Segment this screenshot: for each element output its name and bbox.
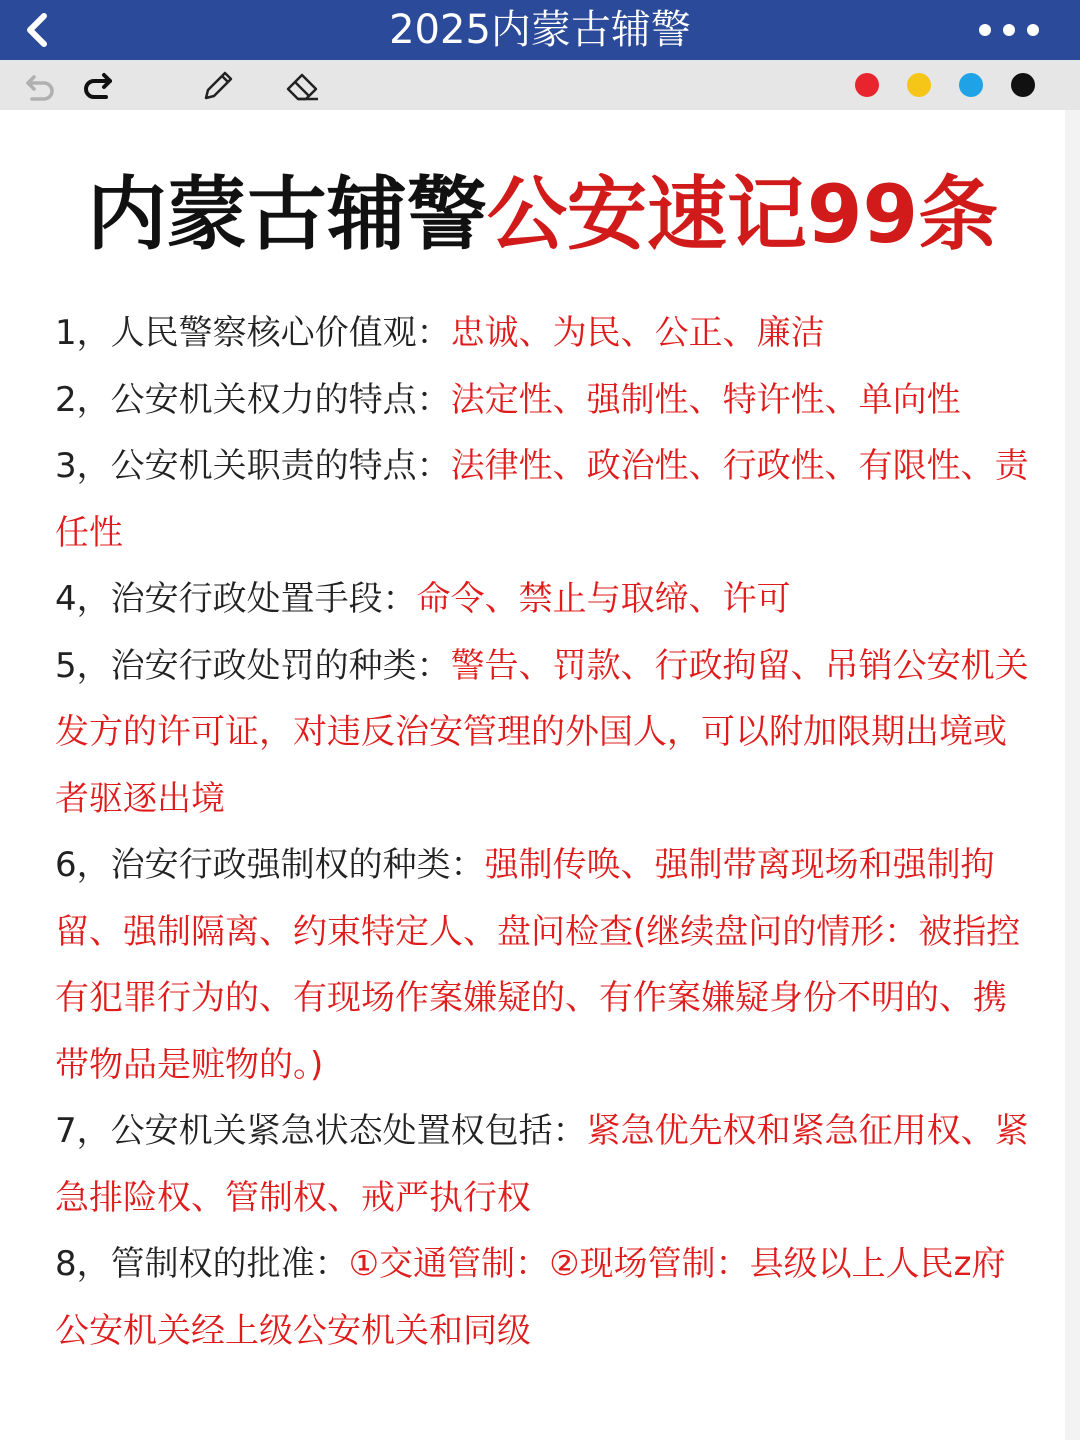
color-swatch-red[interactable] [855,73,879,97]
document-title [0,170,1080,260]
list-item [55,832,1030,1098]
page-title: 2025内蒙古辅警 [389,7,691,53]
item-lead: 3，公安机关职责的特点： [55,446,451,486]
annotation-toolbar [0,60,1080,110]
more-dots-icon [974,10,1044,50]
item-answer: 强制传唤、强制带离现场和强制拘留、强制隔离、约束特定人、盘问检查(继续盘问的情形：被指控有犯罪行为的、有现场作案嫌疑的、有作案嫌疑身份不明的、携带物品是赃物的。) [55,845,1021,1085]
item-answer: 法律性、政治性、行政性、有限性、责任性 [55,446,1029,553]
pen-button[interactable] [198,65,238,105]
item-lead: 1，人民警察核心价值观： [55,313,451,353]
redo-icon [78,65,118,105]
eraser-icon [282,65,322,105]
top-bar [0,0,1080,60]
list-item [55,566,1030,633]
title-black-part: 内蒙古辅警 [86,168,487,261]
item-answer: ①交通管制：②现场管制：县级以上人民z府公安机关经上级公安机关和同级 [55,1244,1006,1351]
more-button[interactable] [974,10,1044,50]
item-lead: 8，管制权的批准： [55,1244,349,1284]
list-item [55,367,1030,434]
pencil-icon [198,65,238,105]
item-lead: 7，公安机关紧急状态处置权包括： [55,1111,587,1151]
title-red-part: 公安速记99条 [486,168,999,261]
item-answer: 警告、罚款、行政拘留、吊销公安机关发方的许可证，对违反治安管理的外国人，可以附加限期出境或者驱逐出境 [55,645,1029,819]
list-item [55,1098,1030,1231]
redo-button[interactable] [78,65,118,105]
list-item [55,300,1030,367]
item-lead: 4，治安行政处置手段： [55,579,417,619]
document-page [0,110,1065,1440]
undo-button[interactable] [20,65,60,105]
item-list [55,300,1030,1364]
undo-icon [20,65,60,105]
item-lead: 2，公安机关权力的特点： [55,379,451,420]
color-swatch-black[interactable] [1011,73,1035,97]
item-answer: 忠诚、为民、公正、廉洁 [450,313,825,353]
item-answer: 命令、禁止与取缔、许可 [416,579,791,619]
eraser-button[interactable] [282,65,322,105]
list-item [55,433,1030,566]
item-lead: 5，治安行政处罚的种类： [55,645,451,686]
item-lead: 6，治安行政强制权的种类： [55,845,485,885]
list-item [55,1231,1030,1364]
list-item [55,633,1030,833]
item-answer: 法定性、强制性、特许性、单向性 [450,379,961,420]
color-swatch-blue[interactable] [959,73,983,97]
color-swatch-yellow[interactable] [907,73,931,97]
item-answer: 紧急优先权和紧急征用权、紧急排险权、管制权、戒严执行权 [55,1111,1029,1218]
